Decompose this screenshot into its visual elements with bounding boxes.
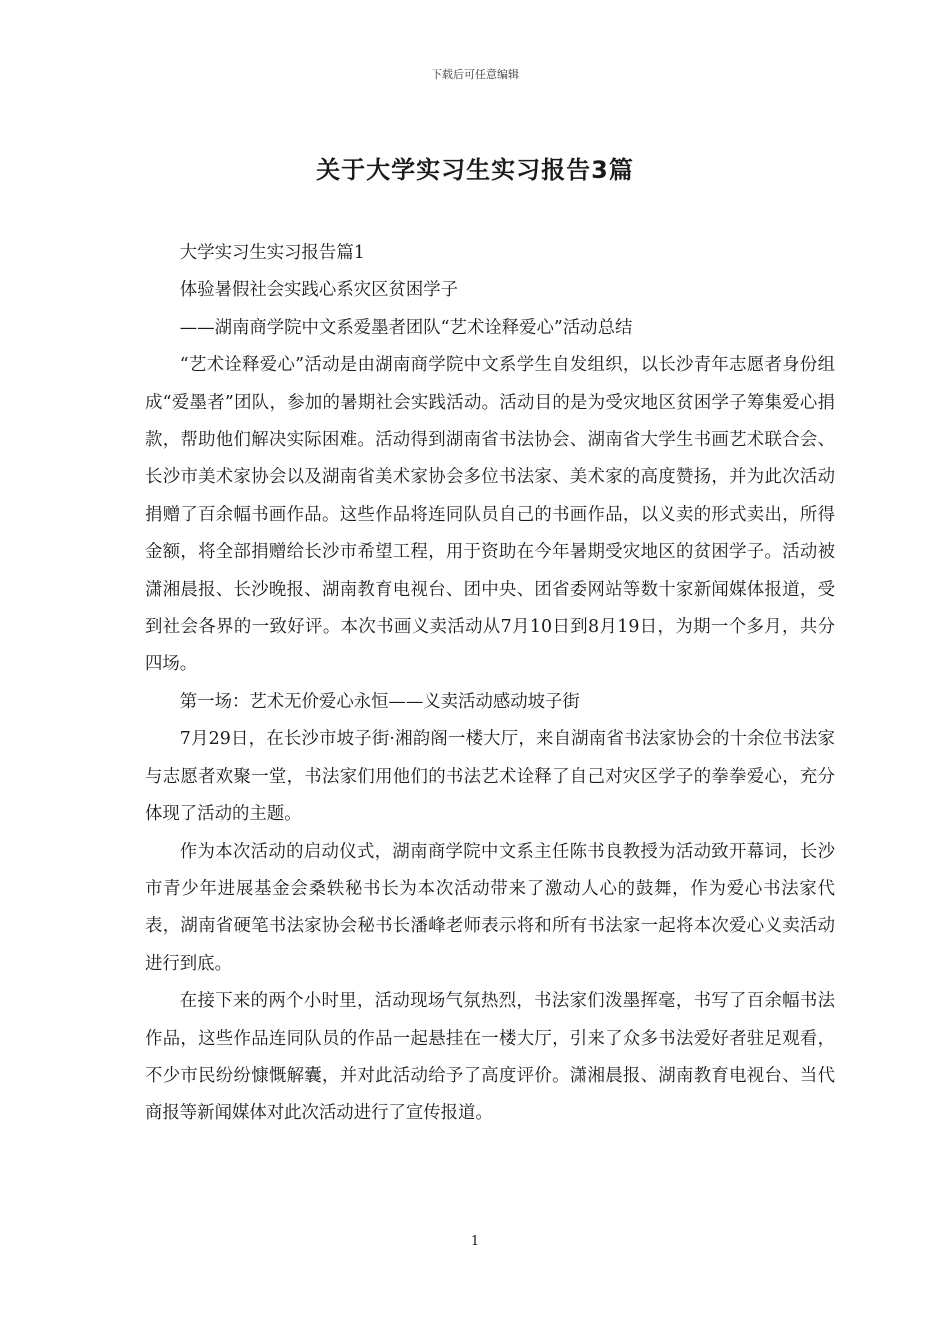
- document-title: 关于大学实习生实习报告3篇: [316, 156, 634, 184]
- body-paragraph: “艺术诠释爱心”活动是由湖南商学院中文系学生自发组织，以长沙青年志愿者身份组成“爱墨者”团队，参加的暑期社会实践活动。活动目的是为受灾地区贫困学子筹集爱心捐款，帮助他们解决实际困难。活动得到湖南省书法协会、湖南省大学生书画艺术联合会、长沙市美术家协会以及湖南省美术家协会多位书法家、美术家的高度赞扬，并为此次活动捐赠了百余幅书画作品。这些作品将连同队员自己的书画作品，以义卖的形式卖出，所得金额，将全部捐赠给长沙市希望工程，用于资助在今年暑期受灾地区的贫困学子。活动被潇湘晨报、长沙晚报、湖南教育电视台、团中央、团省委网站等数十家新闻媒体报道，受到社会各界的一致好评。本次书画义卖活动从7月10日到8月19日，为期一个多月，共分四场。: [145, 355, 835, 675]
- section-heading: 第一场：艺术无价爱心永恒——义卖活动感动坡子街: [179, 691, 580, 712]
- document-body: [145, 235, 835, 1133]
- body-paragraph: 7月29日，在长沙市坡子街·湘韵阁一楼大厅，来自湖南省书法家协会的十余位书法家与志愿者欢聚一堂，书法家们用他们的书法艺术诠释了自己对灾区学子的拳拳爱心，充分体现了活动的主题。: [145, 729, 835, 825]
- report-heading: 体验暑假社会实践心系灾区贫困学子: [179, 280, 459, 301]
- body-paragraph: 在接下来的两个小时里，活动现场气氛热烈，书法家们泼墨挥毫，书写了百余幅书法作品，这些作品连同队员的作品一起悬挂在一楼大厅，引来了众多书法爱好者驻足观看，不少市民纷纷慷慨解囊，并对此活动给予了高度评价。潇湘晨报、湖南教育电视台、当代商报等新闻媒体对此次活动进行了宣传报道。: [145, 991, 835, 1124]
- report-byline: ——湖南商学院中文系爱墨者团队“艺术诠释爱心”活动总结: [179, 317, 633, 338]
- report-subtitle: 大学实习生实习报告篇1: [179, 243, 365, 263]
- page-number: 1: [470, 1234, 480, 1249]
- header-note: 下载后可任意编辑: [431, 68, 519, 81]
- body-paragraph: 作为本次活动的启动仪式，湖南商学院中文系主任陈书良教授为活动致开幕词，长沙市青少年进展基金会桑轶秘书长为本次活动带来了激动人心的鼓舞，作为爱心书法家代表，湖南省硬笔书法家协会秘书长潘峰老师表示将和所有书法家一起将本次爱心义卖活动进行到底。: [145, 841, 835, 974]
